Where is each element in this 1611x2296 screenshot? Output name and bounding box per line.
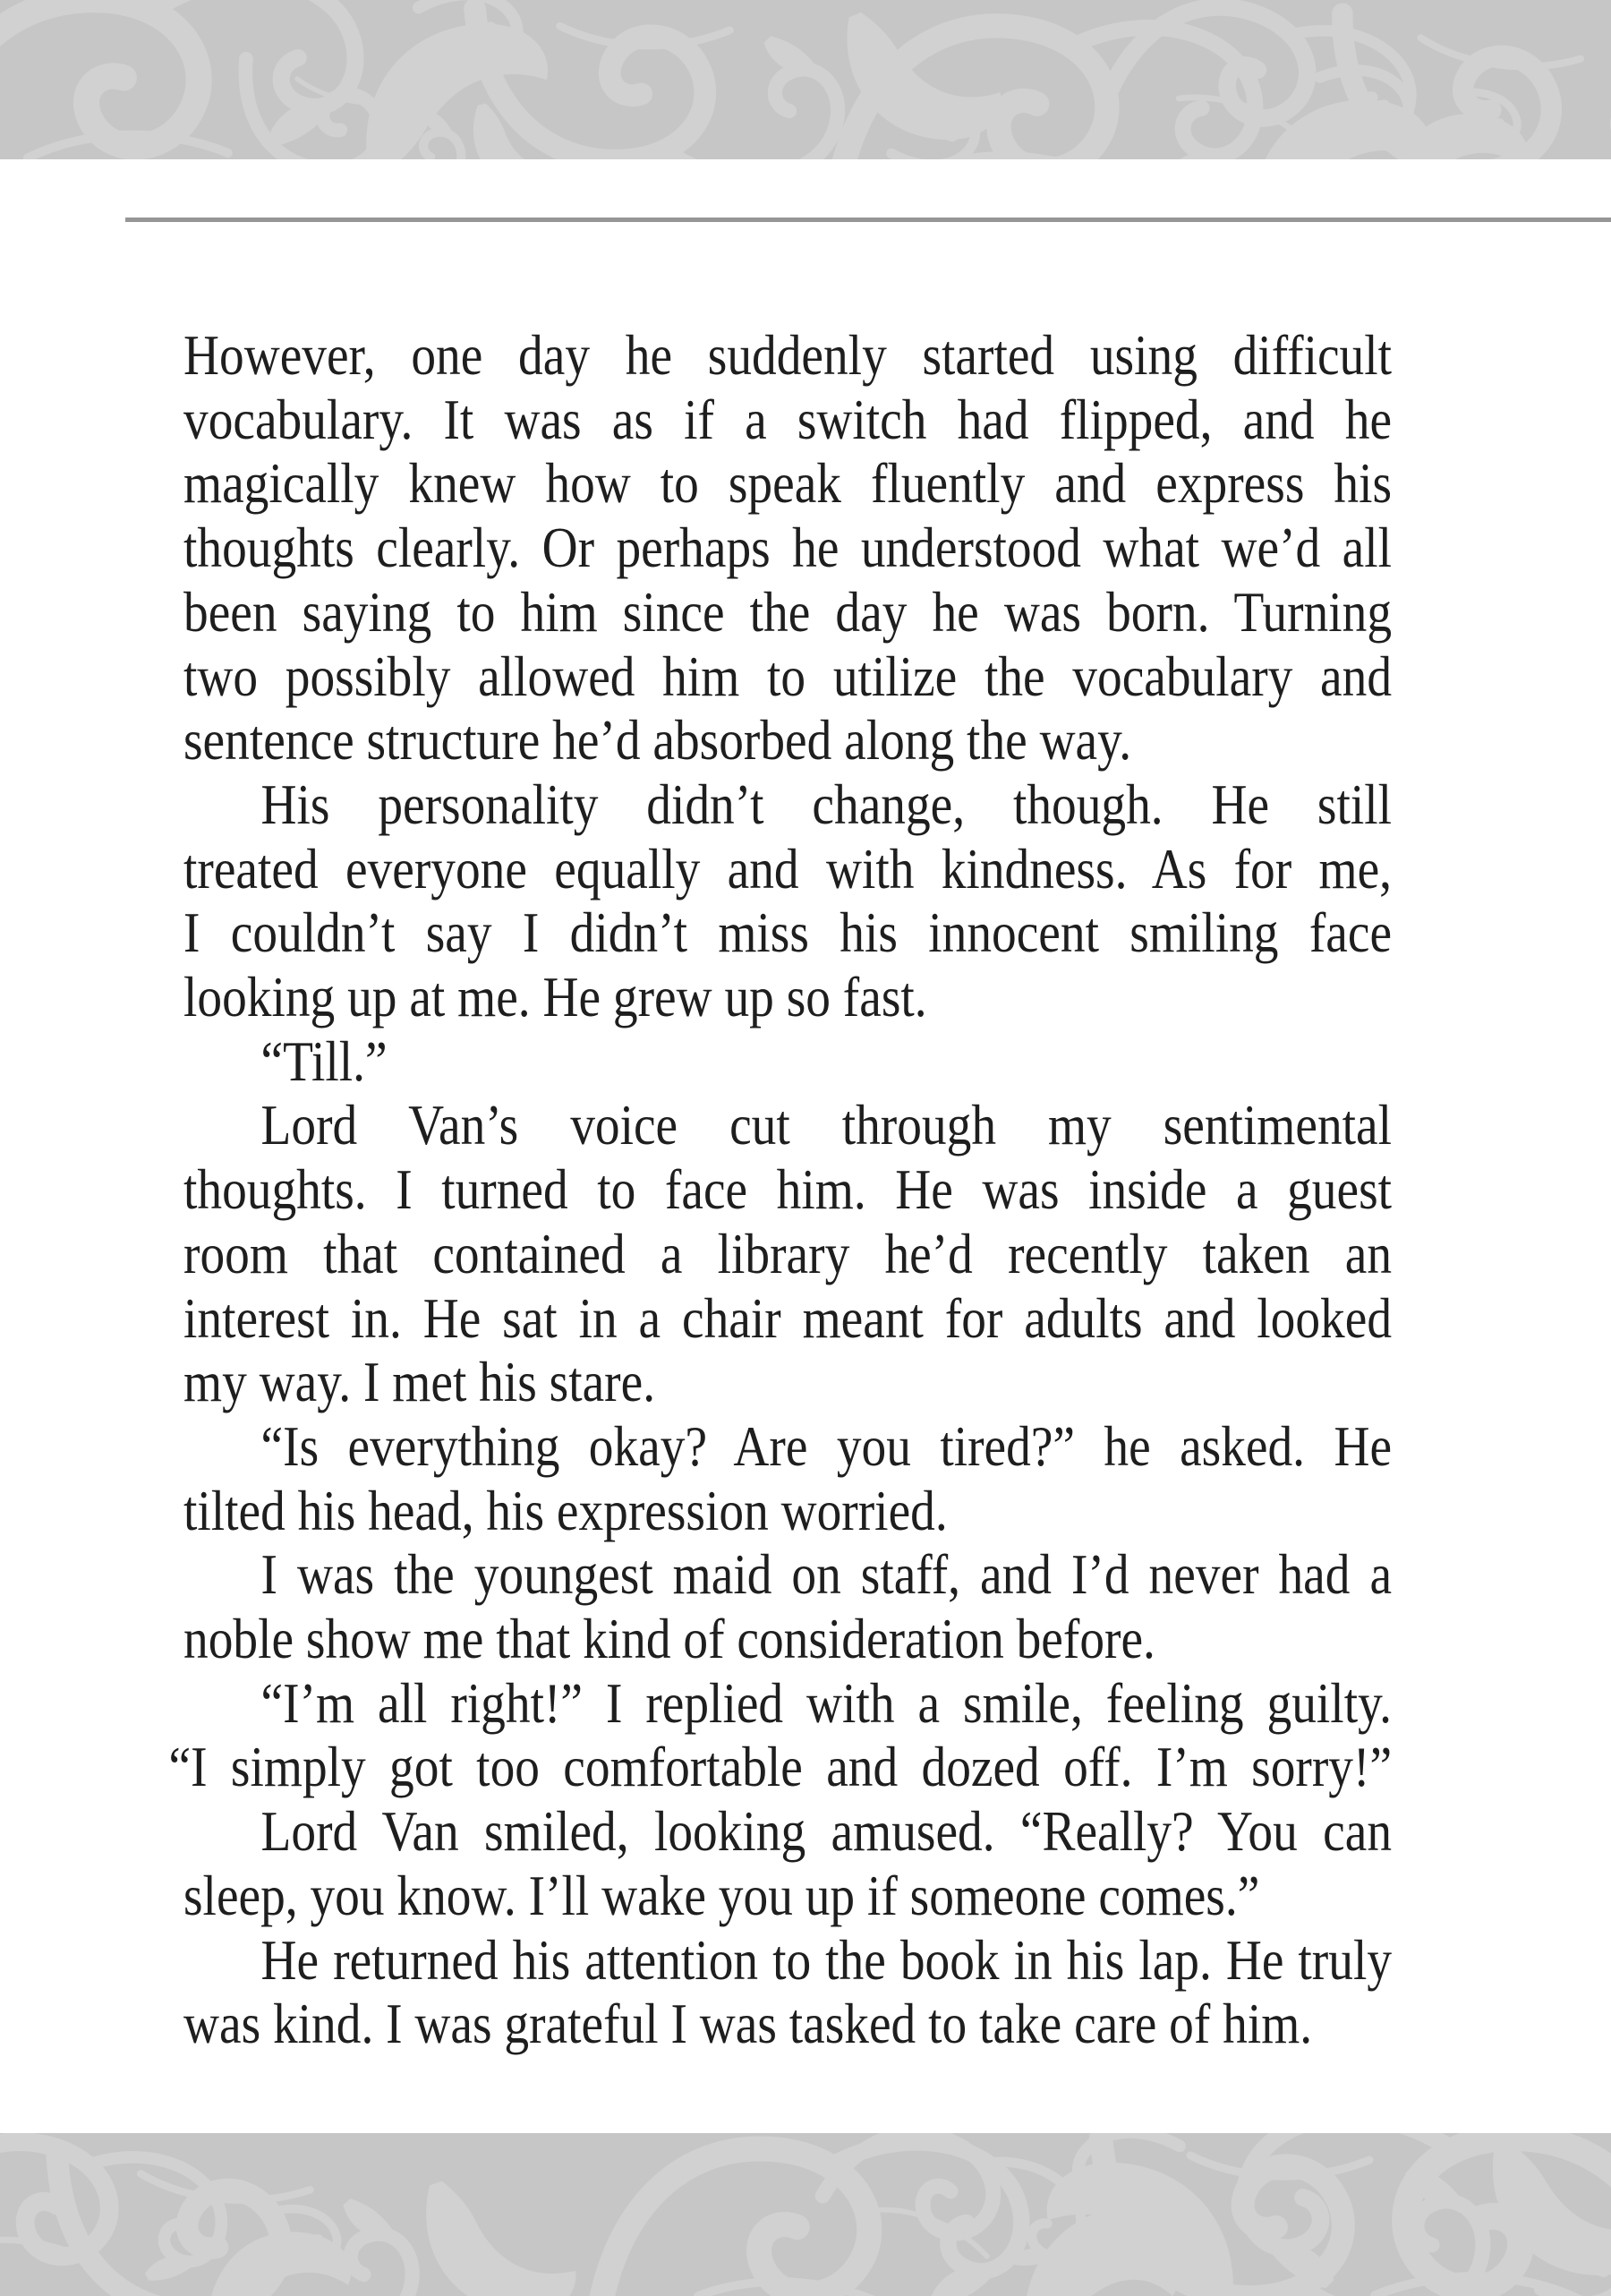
damask-border-top — [0, 0, 1611, 159]
text-line: vocabulary. It was as if a switch had flipped, and he — [183, 387, 1393, 451]
text-line: interest in. He sat in a chair meant for adults and looked — [183, 1285, 1393, 1350]
text-line: was kind. I was grateful I was tasked to take care of him. — [183, 1992, 1313, 2056]
text-line: magically knew how to speak fluently and express his — [183, 451, 1393, 516]
text-line: sentence structure he’d absorbed along the way. — [183, 708, 1132, 772]
text-line: However, one day he suddenly started using difficult — [183, 323, 1393, 387]
damask-border-bottom — [0, 2133, 1611, 2296]
text-line: He returned his attention to the book in his lap. He truly — [260, 1927, 1393, 1992]
text-line: thoughts clearly. Or perhaps he understood what we’d all — [183, 516, 1393, 580]
text-line: tilted his head, his expression worried. — [183, 1478, 948, 1542]
text-line: treated everyone equally and with kindness. As for me, — [183, 836, 1393, 900]
text-line: Lord Van’s voice cut through my sentimental — [260, 1093, 1393, 1157]
text-line: His personality didn’t change, though. He still — [260, 772, 1393, 836]
text-line: “Is everything okay? Are you tired?” he asked. He — [260, 1413, 1393, 1478]
text-line: Lord Van smiled, looking amused. “Really? You can — [260, 1799, 1393, 1864]
text-line: noble show me that kind of consideration before. — [183, 1607, 1155, 1671]
text-line: thoughts. I turned to face him. He was inside a guest — [183, 1157, 1393, 1222]
text-line: sleep, you know. I’ll wake you up if someone comes.” — [183, 1863, 1260, 1927]
text-line: “I simply got too comfortable and dozed off. I’m sorry!” — [168, 1735, 1393, 1799]
text-line: been saying to him since the day he was born. Turning — [183, 579, 1393, 644]
section-divider — [125, 218, 1611, 222]
text-line: looking up at me. He grew up so fast. — [183, 965, 927, 1029]
text-line: room that contained a library he’d recently taken an — [183, 1221, 1393, 1285]
text-line: “I’m all right!” I replied with a smile, feeling guilty. — [260, 1670, 1393, 1735]
text-line: my way. I met his stare. — [183, 1350, 656, 1414]
text-line: I couldn’t say I didn’t miss his innocent smiling face — [183, 900, 1393, 965]
text-line: “Till.” — [260, 1029, 388, 1093]
page-text — [168, 323, 1393, 2056]
text-line: two possibly allowed him to utilize the vocabulary and — [183, 644, 1393, 708]
text-line: I was the youngest maid on staff, and I’d never had a — [260, 1542, 1393, 1607]
